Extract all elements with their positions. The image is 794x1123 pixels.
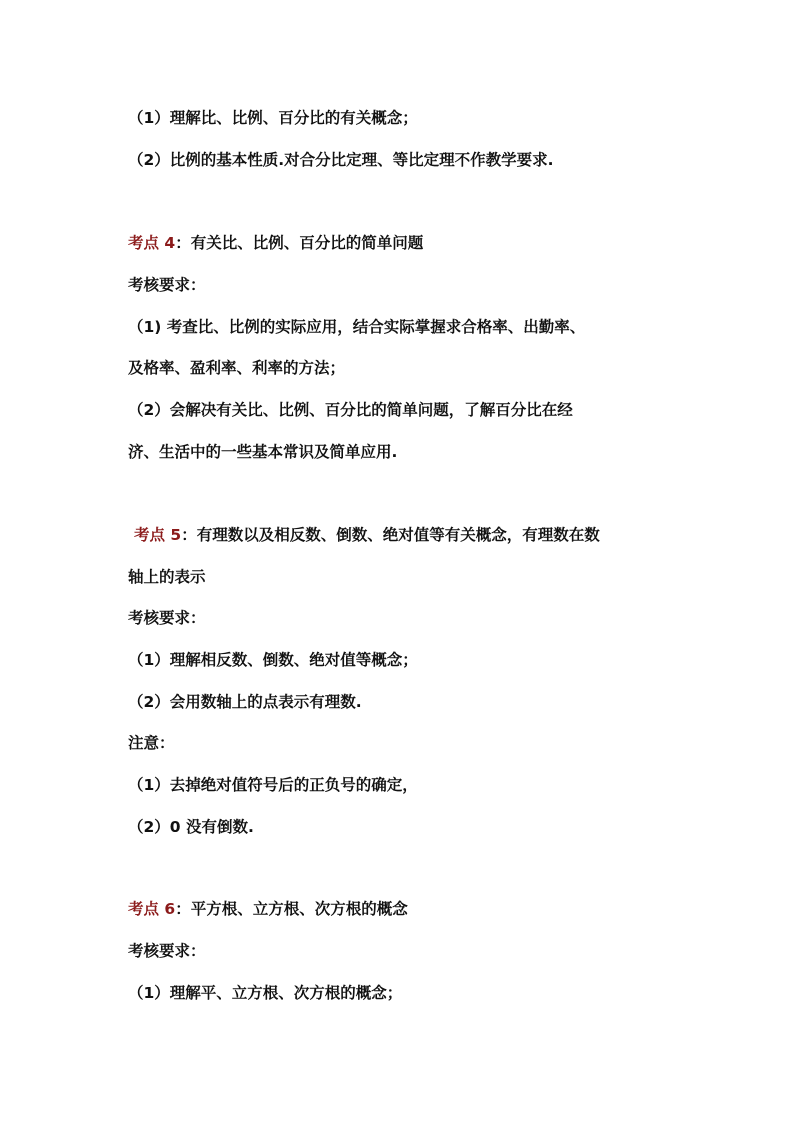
section-5-item-2: （2）会用数轴上的点表示有理数. xyxy=(128,693,362,711)
section-4-item-2-line-1: （2）会解决有关比、比例、百分比的简单问题，了解百分比在经 xyxy=(128,401,573,419)
section-5-requirements-label: 考核要求： xyxy=(128,609,206,627)
section-4-item-1-line-1: （1) 考查比、比例的实际应用，结合实际掌握求合格率、出勤率、 xyxy=(128,318,586,336)
section-5-item-1: （1）理解相反数、倒数、绝对值等概念； xyxy=(128,651,418,669)
section-5-label: 考点 5 xyxy=(134,526,182,544)
section-6-label: 考点 6 xyxy=(128,900,176,918)
block1-item-1: （1）理解比、比例、百分比的有关概念； xyxy=(128,109,418,127)
section-6-heading xyxy=(128,898,408,920)
section-6-title: ：平方根、立方根、次方根的概念 xyxy=(175,900,408,918)
section-5-note-1: （1）去掉绝对值符号后的正负号的确定， xyxy=(128,776,418,794)
section-5-note-label: 注意： xyxy=(128,734,175,752)
section-4-heading xyxy=(128,232,423,254)
section-5-note-2: （2）0 没有倒数. xyxy=(128,818,254,836)
section-4-label: 考点 4 xyxy=(128,234,176,252)
block1-item-2: （2）比例的基本性质.对合分比定理、等比定理不作教学要求. xyxy=(128,151,554,169)
section-6-requirements-label: 考核要求： xyxy=(128,942,206,960)
section-4-requirements-label: 考核要求： xyxy=(128,276,206,294)
section-4-title: ：有关比、比例、百分比的简单问题 xyxy=(175,234,424,252)
section-5-title-line-2: 轴上的表示 xyxy=(128,568,206,586)
section-6-item-1: （1）理解平、立方根、次方根的概念； xyxy=(128,984,403,1002)
section-4-item-1-line-2: 及格率、盈利率、利率的方法； xyxy=(128,359,346,377)
section-4-item-2-line-2: 济、生活中的一些基本常识及简单应用. xyxy=(128,443,398,461)
section-5-heading xyxy=(134,524,600,546)
section-5-title-line-1: ：有理数以及相反数、倒数、绝对值等有关概念，有理数在数 xyxy=(181,526,600,544)
